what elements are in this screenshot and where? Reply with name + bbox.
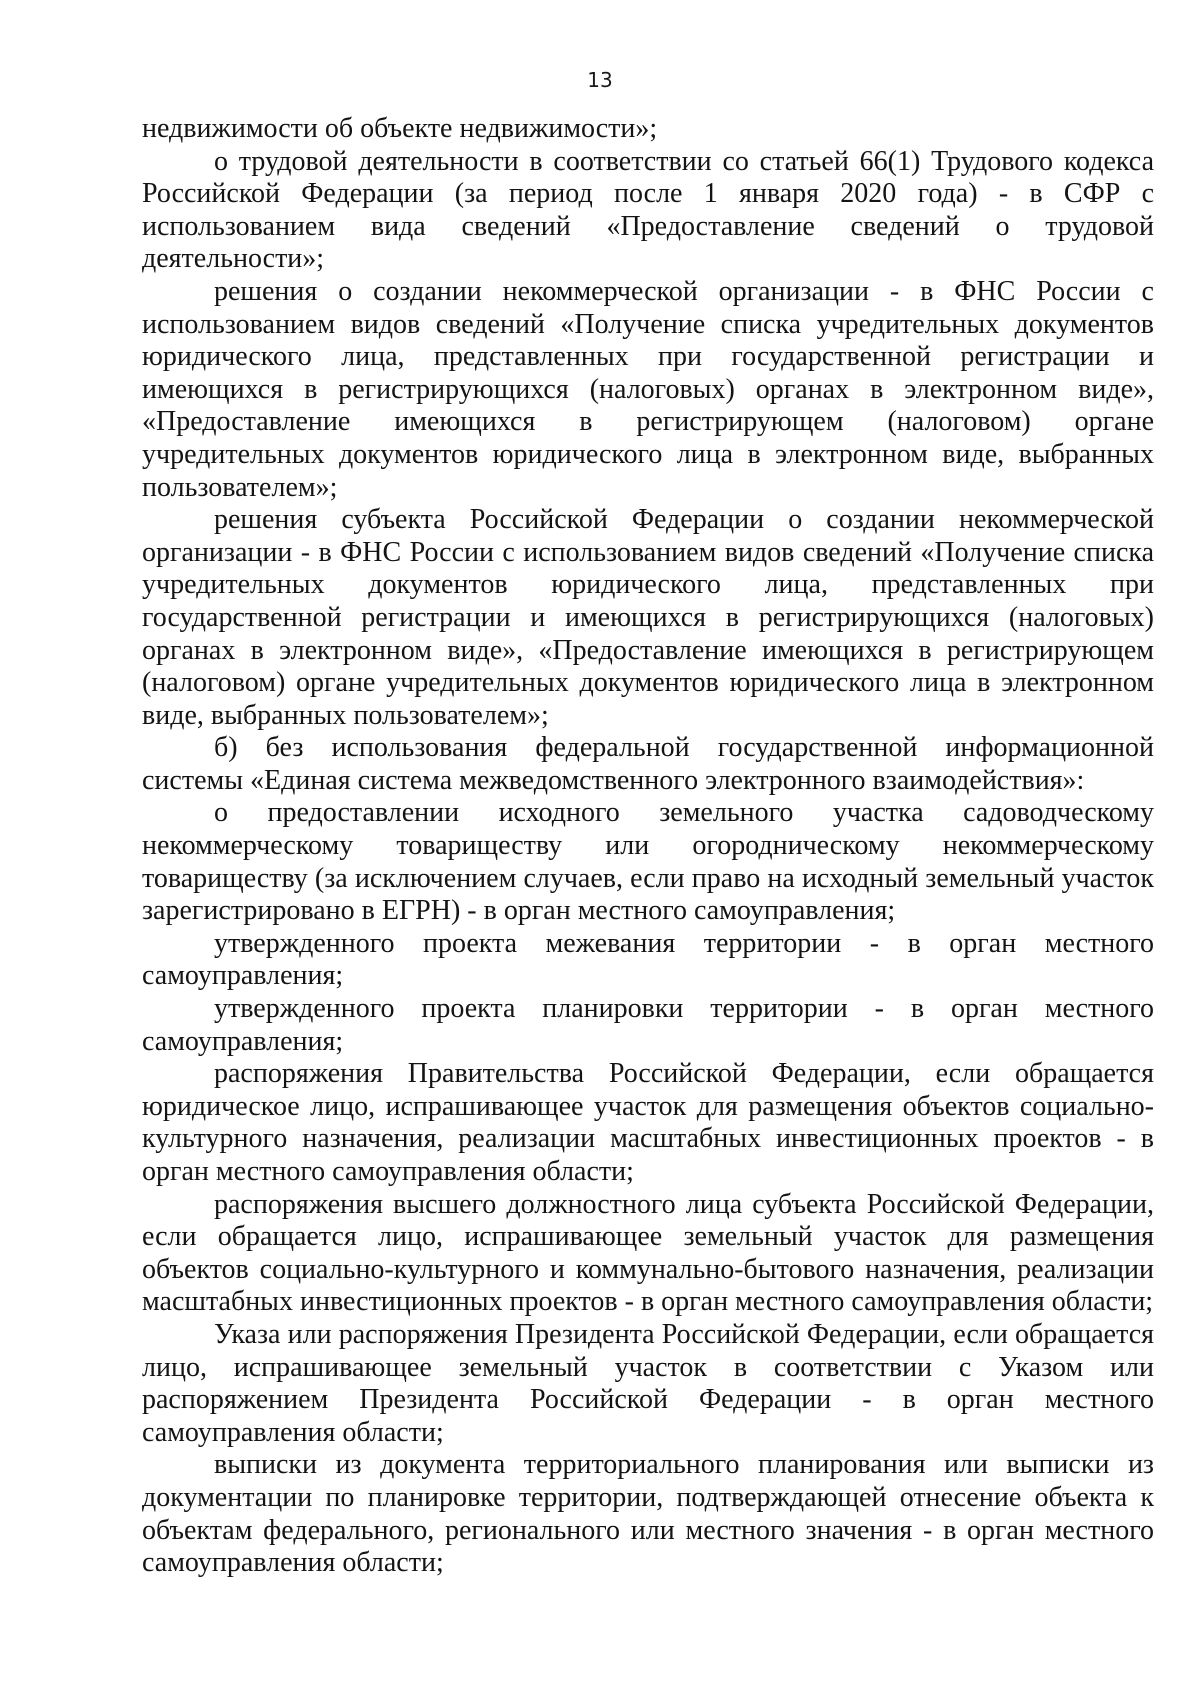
paragraph: о предоставлении исходного земельного участка садоводческому некоммерческому товариществу или огородническому некоммерческому товариществу (за исключением случаев, если право на исходный земельный участок зарегистрировано в ЕГРН) - в орган местного самоуправления;: [142, 797, 1154, 927]
paragraph: распоряжения Правительства Российской Федерации, если обращается юридическое лицо, испрашивающее участок для размещения объектов социально-культурного назначения, реализации масштабных инвестиционных проектов - в орган местного самоуправления области;: [142, 1058, 1154, 1187]
paragraph: утвержденного проекта планировки территории - в орган местного самоуправления;: [142, 993, 1154, 1057]
paragraph: о трудовой деятельности в соответствии со статьей 66(1) Трудового кодекса Российской Федерации (за период после 1 января 2020 года) - в СФР с использованием вида сведений «Предоставление сведений о трудовой деятельности»;: [142, 145, 1154, 275]
paragraph: недвижимости об объекте недвижимости»;: [142, 113, 658, 144]
paragraph: распоряжения высшего должностного лица субъекта Российской Федерации, если обращается лицо, испрашивающее земельный участок для размещения объектов социально-культурного и коммунально-бытового назначения, реализации масштабных инвестиционных проектов - в орган местного самоуправления области;: [142, 1188, 1154, 1318]
document-body: [142, 113, 1154, 1580]
page-number: 13: [587, 68, 613, 92]
paragraph: Указа или распоряжения Президента Российской Федерации, если обращается лицо, испрашивающее земельный участок в соответствии с Указом или распоряжением Президента Российской Федерации - в орган местного самоуправления области;: [142, 1318, 1154, 1448]
paragraph: б) без использования федеральной государственной информационной системы «Единая система межведомственного электронного взаимодействия»:: [142, 732, 1154, 796]
paragraph: выписки из документа территориального планирования или выписки из документации по планировке территории, подтверждающей отнесение объекта к объектам федерального, регионального или местного значения - в орган местного самоуправления области;: [142, 1449, 1154, 1579]
paragraph: утвержденного проекта межевания территории - в орган местного самоуправления;: [142, 927, 1154, 992]
paragraph: решения субъекта Российской Федерации о создании некоммерческой организации - в ФНС России с использованием видов сведений «Получение списка учредительных документов юридического лица, представленных при государственной регистрации и имеющихся в регистрирующихся (налоговых) органах в электронном виде», «Предоставление имеющихся в регистрирующем (налоговом) органе учредительных документов юридического лица в электронном виде, выбранных пользователем»;: [142, 504, 1154, 731]
paragraph: решения о создании некоммерческой организации - в ФНС России с использованием видов сведений «Получение списка учредительных документов юридического лица, представленных при государственной регистрации и имеющихся в регистрирующихся (налоговых) органах в электронном виде», «Предоставление имеющихся в регистрирующем (налоговом) органе учредительных документов юридического лица в электронном виде, выбранных пользователем»;: [142, 275, 1154, 503]
